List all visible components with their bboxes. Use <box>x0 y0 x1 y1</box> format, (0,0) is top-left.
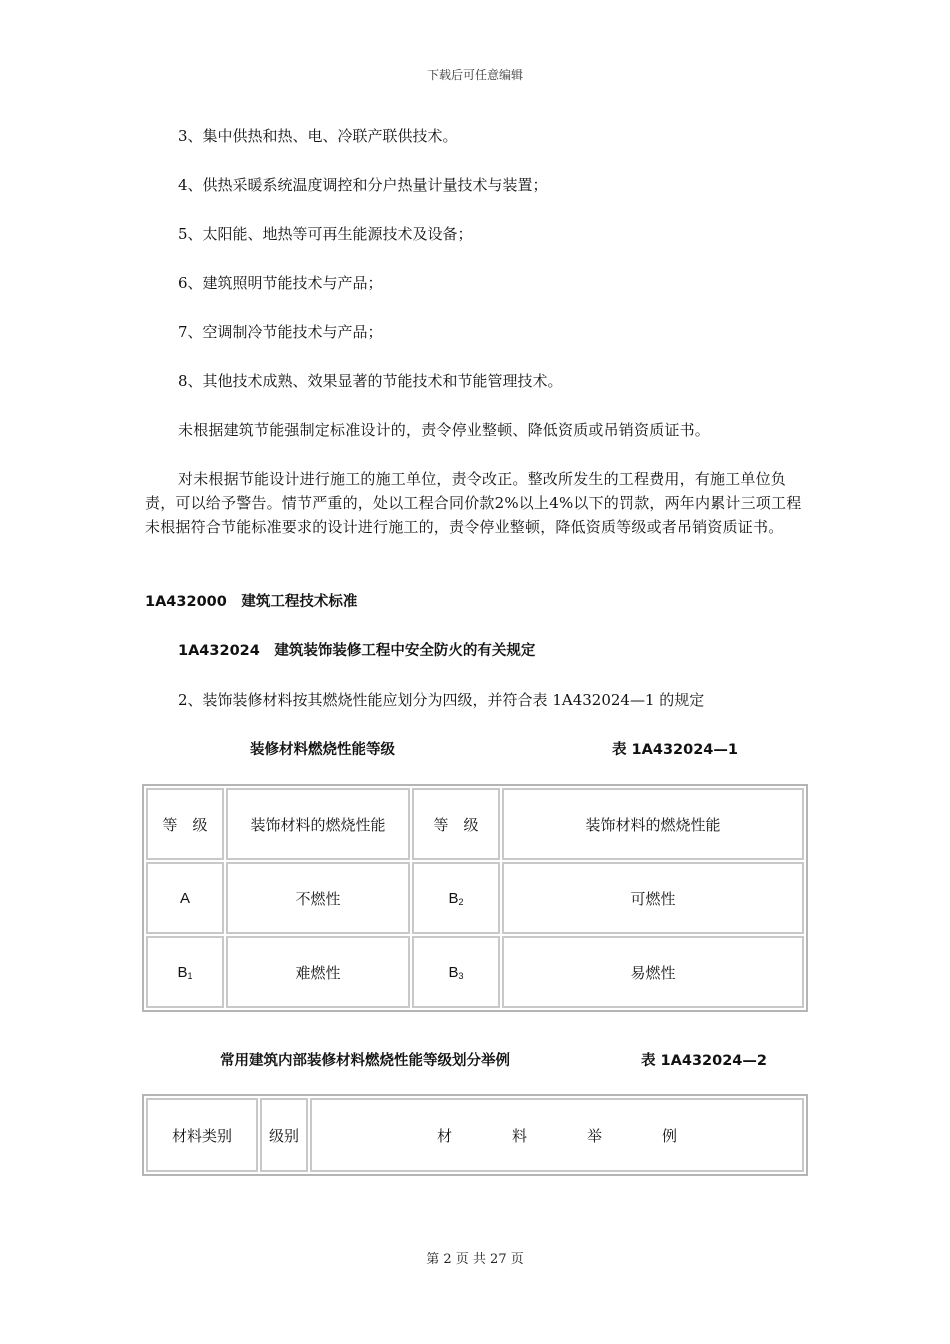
list-item-7: 7、空调制冷节能技术与产品； <box>178 323 383 341</box>
performance-cell: 易燃性 <box>502 936 804 1008</box>
list-item-8: 8、其他技术成熟、效果显著的节能技术和节能管理技术。 <box>178 372 563 390</box>
list-item-4: 4、供热采暖系统温度调控和分户热量计量技术与装置； <box>178 176 548 194</box>
table-header-row <box>146 1098 804 1172</box>
grade-cell: A <box>146 862 224 934</box>
fire-rating-table <box>142 784 808 1012</box>
section-heading: 1A432000 建筑工程技术标准 <box>145 594 358 610</box>
header-cell: 装饰材料的燃烧性能 <box>226 788 410 860</box>
rule-text: 2、装饰装修材料按其燃烧性能应划分为四级，并符合表 1A432024—1 的规定 <box>178 691 705 709</box>
page-footer: 第 2 页 共 27 页 <box>426 1252 524 1267</box>
table-row <box>146 862 804 934</box>
table-row <box>146 936 804 1008</box>
performance-cell: 难燃性 <box>226 936 410 1008</box>
table-header-row <box>146 788 804 860</box>
grade-cell: $B_1$ <box>146 936 224 1008</box>
header-cell: 材 料 举 例 <box>310 1098 804 1172</box>
table2-number: 表 1A432024—2 <box>641 1053 767 1069</box>
header-cell: 材料类别 <box>146 1098 258 1172</box>
list-item-6: 6、建筑照明节能技术与产品； <box>178 274 383 292</box>
material-examples-table <box>142 1094 808 1176</box>
sub-heading: 1A432024 建筑装饰装修工程中安全防火的有关规定 <box>178 643 536 659</box>
paragraph-design-penalty: 未根据建筑节能强制定标准设计的，责令停业整顿、降低资质或吊销资质证书。 <box>178 421 711 439</box>
grade-cell: $B_3$ <box>412 936 500 1008</box>
performance-cell: 可燃性 <box>502 862 804 934</box>
header-cell: 等 级 <box>146 788 224 860</box>
list-item-5: 5、太阳能、地热等可再生能源技术及设备； <box>178 225 473 243</box>
performance-cell: 不燃性 <box>226 862 410 934</box>
header-cell: 级别 <box>260 1098 308 1172</box>
page-header: 下载后可任意编辑 <box>426 68 523 82</box>
table1-caption: 装修材料燃烧性能等级 <box>250 742 395 758</box>
header-cell: 装饰材料的燃烧性能 <box>502 788 804 860</box>
table1-number: 表 1A432024—1 <box>612 742 738 758</box>
list-item-3: 3、集中供热和热、电、冷联产联供技术。 <box>178 127 458 145</box>
header-cell: 等 级 <box>412 788 500 860</box>
table2-caption: 常用建筑内部装修材料燃烧性能等级划分举例 <box>220 1053 510 1069</box>
grade-cell: $B_2$ <box>412 862 500 934</box>
paragraph-construction-penalty: 对未根据节能设计进行施工的施工单位，责令改正。整改所发生的工程费用，有施工单位负责，可以给予警告。情节严重的，处以工程合同价款2%以上4%以下的罚款，两年内累计三项工程未根据符合节能标准要求的设计进行施工的，责令停业整顿，降低资质等级或者吊销资质证书。 <box>145 470 802 536</box>
